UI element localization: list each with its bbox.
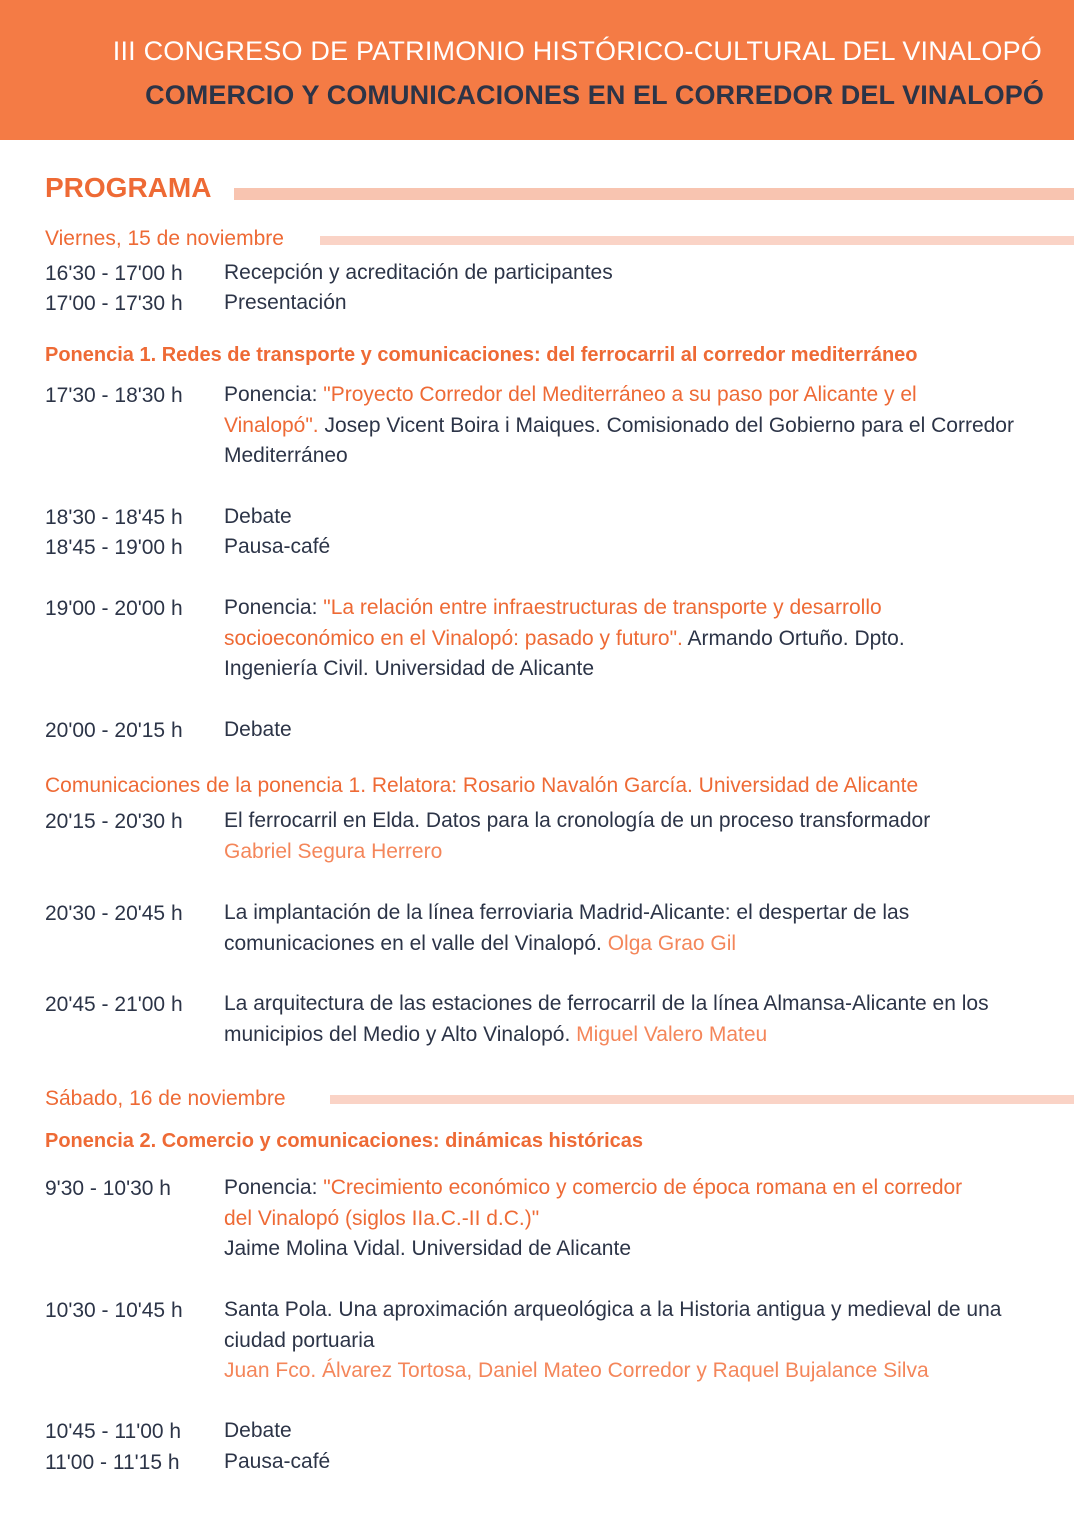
programa-divider [234, 188, 1074, 200]
schedule-time: 11'00 - 11'15 h [45, 1451, 180, 1474]
schedule-item: Debate [224, 1419, 292, 1442]
schedule-time: 20'00 - 20'15 h [45, 719, 183, 742]
comunicaciones1-title: Comunicaciones de la ponencia 1. Relatora: Rosario Navalón García. Universidad de Alicante [45, 774, 919, 797]
comunicacion-title: El ferrocarril en Elda. Datos para la cronología de un proceso transformador [224, 809, 931, 832]
schedule-item: Pausa-café [224, 1450, 331, 1473]
schedule-time: 17'30 - 18'30 h [45, 384, 183, 407]
schedule-time: 9'30 - 10'30 h [45, 1177, 171, 1200]
programa-heading: PROGRAMA [45, 172, 212, 203]
comunicacion-title: La arquitectura de las estaciones de ferrocarril de la línea Almansa-Alicante en los municipios del Medio y Alto Vinalopó. [224, 992, 989, 1046]
schedule-item: Recepción y acreditación de participantes [224, 261, 613, 284]
header-banner [0, 0, 1074, 140]
schedule-time: 16'30 - 17'00 h [45, 262, 183, 285]
comunicacion-item [224, 989, 1024, 1050]
congress-title: III CONGRESO DE PATRIMONIO HISTÓRICO-CULTURAL DEL VINALOPÓ [112, 36, 1042, 66]
schedule-time: 20'30 - 20'45 h [45, 902, 183, 925]
ponencia2-title: Ponencia 2. Comercio y comunicaciones: dinámicas históricas [45, 1130, 643, 1152]
ponencia2-talk [224, 1173, 974, 1265]
schedule-time: 10'45 - 11'00 h [45, 1420, 182, 1443]
comunicacion-item [224, 898, 1004, 959]
talk-title: "La relación entre infraestructuras de transporte y desarrollo socioeconómico en el Vinalopó: pasado y futuro". [224, 596, 882, 650]
talk-prefix: Ponencia: [224, 383, 324, 406]
comunicacion-title: La implantación de la línea ferroviaria Madrid-Alicante: el despertar de las comunicaciones en el valle del Vinalopó. [224, 901, 910, 955]
talk-speaker: Jaime Molina Vidal. Universidad de Alicante [224, 1237, 631, 1260]
day2-label: Sábado, 16 de noviembre [45, 1087, 286, 1110]
ponencia1-title: Ponencia 1. Redes de transporte y comunicaciones: del ferrocarril al corredor mediterráneo [45, 344, 918, 366]
comunicacion-author: Olga Grao Gil [607, 931, 737, 955]
ponencia1-talk2 [224, 593, 964, 685]
schedule-time: 20'15 - 20'30 h [45, 810, 183, 833]
schedule-time: 18'45 - 19'00 h [45, 536, 183, 559]
day2-divider [330, 1095, 1074, 1104]
schedule-time: 20'45 - 21'00 h [45, 993, 183, 1016]
day1-label: Viernes, 15 de noviembre [45, 227, 284, 250]
talk-speaker: Josep Vicent Boira i Maiques. Comisionado del Gobierno para el Corredor Mediterráneo [224, 413, 1014, 467]
schedule-item: Debate [224, 505, 292, 528]
comunicacion-item [224, 806, 1024, 867]
talk-prefix: Ponencia: [224, 1176, 324, 1199]
schedule-item: Pausa-café [224, 535, 331, 558]
comunicacion-item [224, 1295, 1024, 1387]
schedule-time: 19'00 - 20'00 h [45, 597, 183, 620]
comunicacion-author: Juan Fco. Álvarez Tortosa, Daniel Mateo Corredor y Raquel Bujalance Silva [224, 1359, 929, 1382]
congress-subtitle: COMERCIO Y COMUNICACIONES EN EL CORREDOR DEL VINALOPÓ [145, 80, 1044, 110]
talk-title: "Proyecto Corredor del Mediterráneo a su paso por Alicante y el Vinalopó". [224, 383, 917, 437]
schedule-time: 17'00 - 17'30 h [45, 292, 183, 315]
comunicacion-author: Miguel Valero Mateu [576, 1022, 768, 1046]
schedule-time: 18'30 - 18'45 h [45, 506, 183, 529]
ponencia1-talk [224, 380, 1014, 472]
comunicacion-author: Gabriel Segura Herrero [224, 839, 443, 863]
schedule-item: Debate [224, 718, 292, 741]
comunicacion-title: Santa Pola. Una aproximación arqueológica a la Historia antigua y medieval de una ciudad portuaria [224, 1298, 1002, 1352]
day1-divider [320, 236, 1074, 245]
talk-prefix: Ponencia: [224, 596, 324, 619]
schedule-item: Presentación [224, 291, 347, 314]
talk-speaker: Armando Ortuño. Dpto. Ingeniería Civil. Universidad de Alicante [224, 626, 905, 680]
talk-title: "Crecimiento económico y comercio de época romana en el corredor del Vinalopó (siglos IIa.C.-II d.C.)" [224, 1176, 963, 1230]
schedule-time: 10'30 - 10'45 h [45, 1299, 183, 1322]
